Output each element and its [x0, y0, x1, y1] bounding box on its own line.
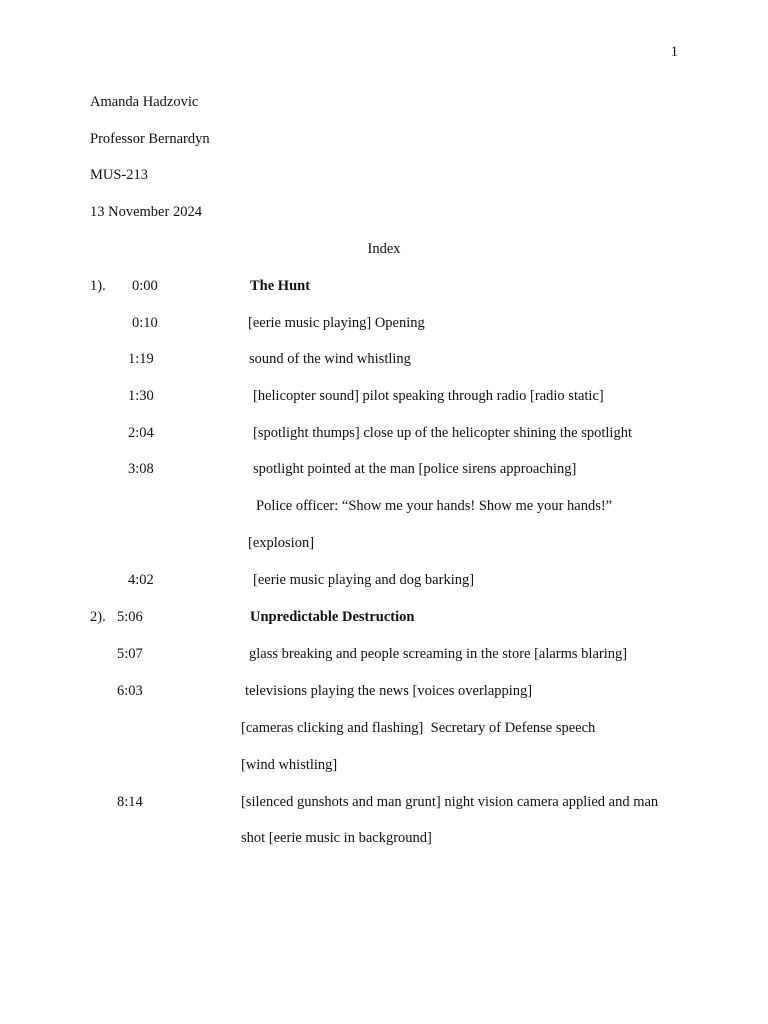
- timestamp: 6:03: [117, 683, 143, 699]
- index-section-heading-row: [0, 278, 768, 298]
- timestamp: 4:02: [128, 572, 154, 588]
- index-row: [0, 498, 768, 518]
- timestamp: 8:14: [117, 794, 143, 810]
- index-entry-text: glass breaking and people screaming in the store [alarms blaring]: [249, 646, 628, 662]
- index-entry-text: televisions playing the news [voices overlapping]: [245, 683, 533, 699]
- index-section-heading-row: [0, 609, 768, 629]
- index-row: [0, 461, 768, 481]
- index-title: Index: [367, 241, 401, 257]
- course-code: MUS-213: [90, 167, 149, 183]
- index-entry-text: [helicopter sound] pilot speaking through radio [radio static]: [253, 388, 604, 404]
- index-entry-text: [spotlight thumps] close up of the helicopter shining the spotlight: [253, 425, 632, 441]
- index-row: [0, 535, 768, 555]
- professor-name: Professor Bernardyn: [90, 131, 210, 147]
- timestamp: 0:00: [132, 278, 158, 294]
- timestamp: 5:06: [117, 609, 143, 625]
- section-number: 1).: [90, 278, 106, 294]
- index-entry-text: [eerie music playing and dog barking]: [253, 572, 475, 588]
- index-row: [0, 315, 768, 335]
- index-entry-text: [wind whistling]: [241, 757, 338, 773]
- index-entry-text: spotlight pointed at the man [police sirens approaching]: [253, 461, 577, 477]
- index-row: [0, 757, 768, 777]
- index-entry-text: [explosion]: [248, 535, 315, 551]
- timestamp: 5:07: [117, 646, 143, 662]
- index-entry-text: [silenced gunshots and man grunt] night vision camera applied and man: [241, 794, 659, 810]
- index-row: [0, 351, 768, 371]
- index-entry-text: [eerie music playing] Opening: [248, 315, 425, 331]
- index-row: [0, 572, 768, 592]
- author-name: Amanda Hadzovic: [90, 94, 199, 110]
- index-row: [0, 646, 768, 666]
- timestamp: 0:10: [132, 315, 158, 331]
- index-row: [0, 794, 768, 814]
- index-entry-text: shot [eerie music in background]: [241, 830, 432, 846]
- document-date: 13 November 2024: [90, 204, 202, 220]
- section-number: 2).: [90, 609, 106, 625]
- index-row: [0, 720, 768, 740]
- section-title: The Hunt: [250, 278, 311, 294]
- index-entry-text: sound of the wind whistling: [249, 351, 411, 367]
- timestamp: 1:19: [128, 351, 154, 367]
- index-row: [0, 388, 768, 408]
- index-row: [0, 683, 768, 703]
- page-number: 1: [670, 44, 678, 60]
- timestamp: 2:04: [128, 425, 154, 441]
- index-entry-text: [cameras clicking and flashing] Secretary of Defense speech: [241, 720, 596, 736]
- timestamp: 1:30: [128, 388, 154, 404]
- section-title: Unpredictable Destruction: [250, 609, 415, 625]
- index-entry-text: Police officer: “Show me your hands! Show me your hands!”: [256, 498, 613, 514]
- index-row: [0, 830, 768, 850]
- timestamp: 3:08: [128, 461, 154, 477]
- index-row: [0, 425, 768, 445]
